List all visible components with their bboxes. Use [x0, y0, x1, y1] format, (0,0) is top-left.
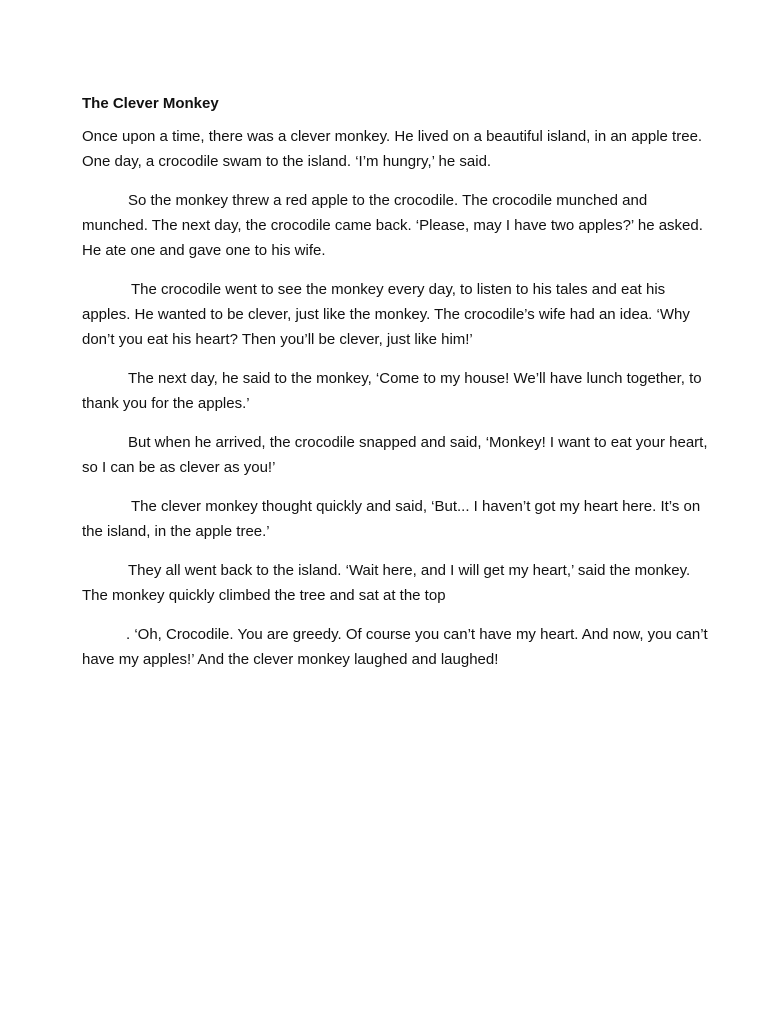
paragraph-3: The crocodile went to see the monkey every day, to listen to his tales and eat his apples. He wanted to be clever, just like the monkey. The crocodile’s wife had an idea. ‘Why don’t you eat his heart? Then you’ll be clever, just like him!’ — [82, 281, 690, 348]
document-body — [82, 94, 708, 686]
story-title: The Clever Monkey — [82, 95, 219, 112]
paragraph-8: . ‘Oh, Crocodile. You are greedy. Of course you can’t have my heart. And now, you can’t have my apples!’ And the clever monkey laughed and laughed! — [82, 626, 708, 668]
paragraph-2: So the monkey threw a red apple to the crocodile. The crocodile munched and munched. The next day, the crocodile came back. ‘Please, may I have two apples?’ he asked. He ate one and gave one to his wife. — [82, 192, 703, 259]
paragraph-1: Once upon a time, there was a clever monkey. He lived on a beautiful island, in an apple tree. One day, a crocodile swam to the island. ‘I’m hungry,’ he said. — [82, 128, 703, 170]
paragraph-6: The clever monkey thought quickly and said, ‘But... I haven’t got my heart here. It’s on the island, in the apple tree.’ — [82, 498, 701, 540]
paragraph-5: But when he arrived, the crocodile snapped and said, ‘Monkey! I want to eat your heart, so I can be as clever as you!’ — [82, 434, 708, 476]
paragraph-4: The next day, he said to the monkey, ‘Come to my house! We’ll have lunch together, to thank you for the apples.’ — [82, 370, 702, 412]
paragraph-7: They all went back to the island. ‘Wait here, and I will get my heart,’ said the monkey. The monkey quickly climbed the tree and sat at the top — [82, 562, 691, 604]
